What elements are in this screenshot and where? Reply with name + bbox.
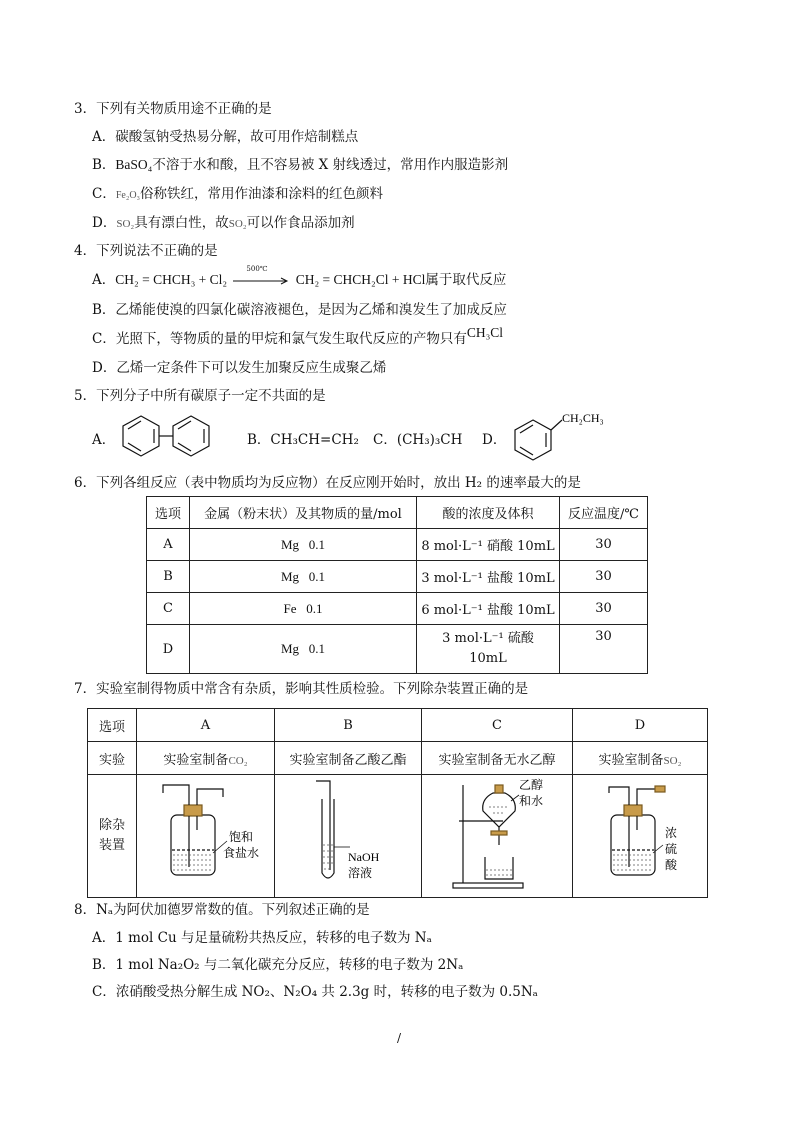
separatory-funnel-c: [423, 775, 571, 893]
table-cell: Mg 0.1: [190, 561, 417, 593]
gas-washing-bottle-d: [575, 775, 705, 893]
table-cell: D: [147, 625, 190, 674]
q3-option-c: [92, 182, 383, 202]
table-cell: 6 mol·L⁻¹ 盐酸 10mL: [417, 593, 560, 625]
table-cell: [137, 775, 275, 898]
table-cell: [573, 775, 708, 898]
acid-line-2: 10mL: [469, 651, 507, 666]
table-header: 选项: [88, 709, 137, 742]
d-label-1: 浓: [665, 826, 678, 840]
q4-stem: 4．下列说法不正确的是: [74, 243, 218, 259]
table-header: 酸的浓度及体积: [417, 497, 560, 529]
table-row: [147, 593, 648, 625]
table-cell: 30: [560, 625, 648, 674]
table-row: [147, 529, 648, 561]
table-header: 金属（粉末状）及其物质的量/mol: [190, 497, 417, 529]
q6-stem: 6．下列各组反应（表中物质均为反应物）在反应刚开始时，放出 H₂ 的速率最大的是: [74, 475, 581, 491]
q4-option-c: [92, 327, 503, 347]
a-label-1: 饱和: [228, 830, 253, 844]
reaction-arrow: [231, 264, 291, 288]
q5-option-d-label: D．: [482, 432, 507, 448]
table-cell: [573, 742, 708, 775]
q3-stem: 3．下列有关物质用途不正确的是: [74, 101, 272, 117]
table-cell: C: [147, 593, 190, 625]
table-row: [88, 775, 708, 898]
q4-a-text: 属于取代反应: [425, 272, 507, 288]
r1-a-text: 实验室制备: [163, 752, 229, 768]
q8-option-a: A．1 mol Cu 与足量硫粉共热反应，转移的电子数为 Nₐ: [92, 930, 432, 946]
table-cell: 8 mol·L⁻¹ 硝酸 10mL: [417, 529, 560, 561]
q4-a-eq-right: CH₂ = CHCH₂Cl + HCl: [295, 272, 426, 287]
q5-option-a-label: A．: [92, 432, 116, 448]
q4-a-prefix: A．: [92, 272, 116, 288]
table-cell: [137, 742, 275, 775]
q3-b-text: 不溶于水和酸，且不容易被 X 射线透过，常用作内服造影剂: [152, 157, 509, 173]
q3-d-formula-2: SO₂: [228, 218, 247, 230]
r2-label-2: 装置: [98, 838, 125, 853]
q8-option-b: B．1 mol Na₂O₂ 与二氧化碳充分反应，转移的电子数为 2Nₐ: [92, 957, 464, 973]
q3-c-prefix: C．: [92, 186, 116, 202]
q4-c-text: C．光照下，等物质的量的甲烷和氯气发生取代反应的产物只有: [92, 331, 467, 347]
q3-c-text: 俗称铁红，常用作油漆和涂料的红色颜料: [140, 186, 384, 202]
q3-d-formula-1: SO₂: [116, 218, 135, 230]
b-label-1: NaOH: [348, 850, 380, 864]
table-cell: 3 mol·L⁻¹ 盐酸 10mL: [417, 561, 560, 593]
arrow-icon: [231, 274, 291, 288]
q7-table: [87, 708, 708, 898]
q4-option-d: D．乙烯一定条件下可以发生加聚反应生成聚乙烯: [92, 360, 387, 376]
ethyl-label: CH₂CH₃: [562, 411, 604, 425]
table-cell: 30: [560, 561, 648, 593]
q4-c-formula: CH₃Cl: [466, 325, 504, 340]
test-tube-b: [278, 775, 418, 893]
table-header: B: [275, 709, 422, 742]
table-cell: Fe 0.1: [190, 593, 417, 625]
table-cell: [417, 625, 560, 674]
q3-option-d: [92, 211, 355, 231]
reaction-condition: 500℃: [246, 264, 268, 273]
acid-line-1: 3 mol·L⁻¹ 硫酸: [442, 631, 534, 646]
table-header: 反应温度/℃: [560, 497, 648, 529]
table-cell: 实验室制备乙酸乙酯: [275, 742, 422, 775]
table-header-row: [88, 709, 708, 742]
table-row: [147, 561, 648, 593]
b-label-2: 溶液: [348, 866, 373, 880]
q8-option-c: C．浓硝酸受热分解生成 NO₂、N₂O₄ 共 2.3g 时，转移的电子数为 0.5Nₐ: [92, 984, 538, 1000]
table-cell: 30: [560, 593, 648, 625]
table-header: C: [422, 709, 573, 742]
table-cell: B: [147, 561, 190, 593]
q3-b-prefix: B．: [92, 157, 116, 173]
table-header: A: [137, 709, 275, 742]
r1-d-formula: SO₂: [663, 754, 682, 767]
q5-option-b: B．CH₃CH=CH₂: [247, 432, 359, 448]
d-label-3: 酸: [665, 858, 678, 872]
q7-stem: 7．实验室制得物质中常含有杂质，影响其性质检验。下列除杂装置正确的是: [74, 681, 529, 697]
gas-washing-bottle-a: [141, 775, 271, 893]
c-label-2: 和水: [519, 794, 544, 808]
q5-option-c: C．(CH₃)₃CH: [373, 432, 463, 448]
table-cell: [275, 775, 422, 898]
table-cell: 30: [560, 529, 648, 561]
c-label-1: 乙醇: [519, 778, 544, 792]
q8-stem: 8．Nₐ为阿伏加德罗常数的值。下列叙述正确的是: [74, 902, 370, 918]
table-header: 选项: [147, 497, 190, 529]
table-row: [147, 625, 648, 674]
table-cell: [88, 775, 137, 898]
r2-label-1: 除杂: [98, 818, 125, 833]
q4-a-eq-left: CH₂ = CHCH₃ + Cl₂: [115, 272, 228, 287]
q4-option-b: B．乙烯能使溴的四氯化碳溶液褪色，是因为乙烯和溴发生了加成反应: [92, 302, 507, 318]
q4-option-a: [92, 264, 507, 288]
a-label-2: 食盐水: [222, 846, 259, 860]
q3-d-text-2: 可以作食品添加剂: [246, 215, 355, 231]
table-cell: 实验: [88, 742, 137, 775]
table-header: D: [573, 709, 708, 742]
page-footer: /: [397, 1031, 402, 1045]
table-cell: [422, 775, 573, 898]
ethylbenzene-structure: [506, 408, 616, 464]
table-cell: Mg 0.1: [190, 625, 417, 674]
table-header-row: [147, 497, 648, 529]
q3-option-a: A．碳酸氢钠受热易分解，故可用作焙制糕点: [92, 129, 359, 145]
d-label-2: 硫: [665, 842, 678, 856]
q3-c-formula: Fe₂O₃: [115, 190, 141, 201]
r1-a-formula: CO₂: [228, 754, 248, 767]
q6-table: [146, 496, 648, 674]
table-row: [88, 742, 708, 775]
biphenyl-structure: [116, 410, 216, 460]
q3-d-text-1: 具有漂白性，故: [134, 215, 229, 231]
table-cell: A: [147, 529, 190, 561]
q5-stem: 5．下列分子中所有碳原子一定不共面的是: [74, 388, 326, 404]
table-cell: 实验室制备无水乙醇: [422, 742, 573, 775]
q3-d-prefix: D．: [92, 215, 117, 231]
q3-b-formula: BaSO₄: [115, 157, 153, 172]
q3-option-b: [92, 153, 508, 173]
r1-d-text: 实验室制备: [598, 752, 664, 768]
table-cell: Mg 0.1: [190, 529, 417, 561]
